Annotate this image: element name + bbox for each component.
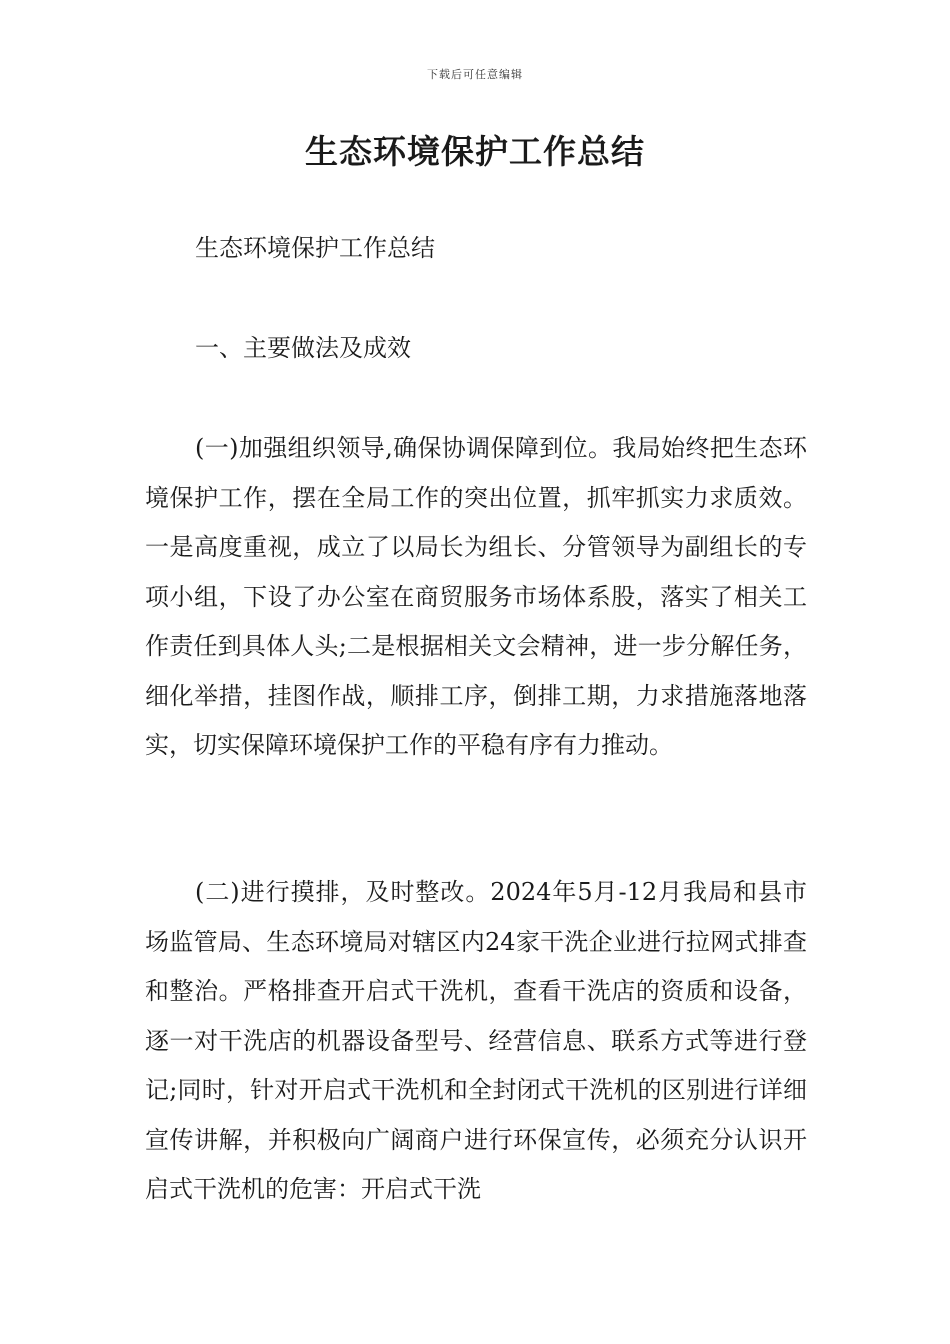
- paragraph-1: (一)加强组织领导,确保协调保障到位。我局始终把生态环境保护工作，摆在全局工作的突出位置，抓牢抓实力求质效。一是高度重视，成立了以局长为组长、分管领导为副组长的专项小组，下设了办公室在商贸服务市场体系股，落实了相关工作责任到具体人头;二是根据相关文会精神，进一步分解任务，细化举措，挂图作战，顺排工序，倒排工期，力求措施落地落实，切实保障环境保护工作的平稳有序有力推动。: [145, 434, 807, 759]
- paragraph-2: (二)进行摸排，及时整改。2024年5月-12月我局和县市场监管局、生态环境局对辖区内24家干洗企业进行拉网式排查和整治。严格排查开启式干洗机，查看干洗店的资质和设备，逐一对干洗店的机器设备型号、经营信息、联系方式等进行登记;同时，针对开启式干洗机和全封闭式干洗机的区别进行详细宣传讲解，并积极向广阔商户进行环保宣传，必须充分认识开启式干洗机的危害：开启式干洗: [145, 878, 807, 1203]
- document-title: 生态环境保护工作总结: [305, 132, 645, 171]
- document-subtitle: 生态环境保护工作总结: [195, 234, 435, 262]
- header-note: 下载后可任意编辑: [427, 68, 523, 81]
- section-heading: 一、主要做法及成效: [195, 334, 411, 362]
